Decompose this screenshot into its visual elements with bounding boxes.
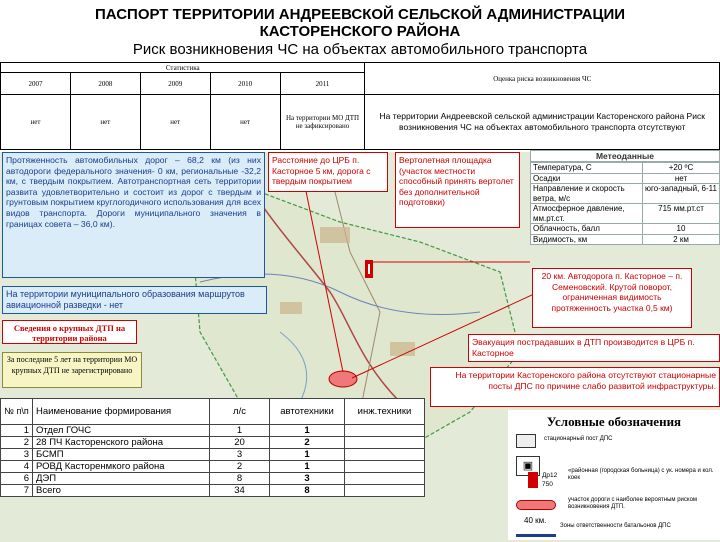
legend-item-label: Зоны ответственности батальонов ДПС	[560, 523, 671, 529]
row-personnel: 2	[210, 461, 270, 473]
meteo-value: 715 мм.рт.ст	[643, 204, 720, 224]
col-engineering: инж.техники	[345, 399, 425, 425]
meteo-table	[530, 162, 720, 245]
table-row	[1, 437, 425, 449]
page-subtitle: Риск возникновения ЧС на объектах автомобильного транспорта	[132, 41, 588, 58]
page-title-line1: ПАСПОРТ ТЕРРИТОРИИ АНДРЕЕВСКОЙ СЕЛЬСКОЙ АДМИНИСТРАЦИИ	[94, 6, 626, 23]
row-engineering	[345, 425, 425, 437]
year-2011: 2011	[280, 73, 365, 95]
meteo-value: нет	[643, 173, 720, 184]
meteo-label: Осадки	[531, 173, 643, 184]
dtp-info: За последние 5 лет на территории МО крупных ДТП не зарегистрировано	[2, 352, 142, 388]
meteo-label: Направление и скорость ветра, м/с	[531, 184, 643, 204]
helipad-info: Вертолетная площадка (участок местности способный принять вертолет без дополнительной подготовки)	[395, 152, 520, 228]
meteo-title: Метеоданные	[530, 150, 720, 162]
meteo-value: юго-западный, 6-11	[643, 184, 720, 204]
hospital-distance: Расстояние до ЦРБ п. Касторное 5 км, дорога с твердым покрытием	[268, 152, 388, 192]
value-2011: На территории МО ДТП не зафиксировано	[280, 95, 365, 150]
legend-panel	[508, 410, 720, 540]
meteo-label: Видимость, км	[531, 234, 643, 245]
row-vehicles: 1	[270, 449, 345, 461]
dangerous-section-info: 20 км. Автодорога п. Касторное – п. Семеновский. Крутой поворот, ограниченная видимость протяженность участка 0,5 км)	[532, 268, 692, 328]
value-2010: нет	[210, 95, 280, 150]
row-name: ДЭП	[33, 473, 210, 485]
row-number: 6	[1, 473, 33, 485]
dps-info: На территории Касторенского района отсутствуют стационарные посты ДПС по причине слабо развитой инфраструктуры.	[430, 367, 720, 407]
table-row	[1, 485, 425, 497]
table-row	[1, 449, 425, 461]
dps-zone-icon	[516, 534, 556, 537]
row-engineering	[345, 485, 425, 497]
value-2009: нет	[140, 95, 210, 150]
row-engineering	[345, 437, 425, 449]
risk-section-icon	[516, 500, 556, 510]
year-2008: 2008	[70, 73, 140, 95]
row-name: РОВД Касторенмкого района	[33, 461, 210, 473]
row-vehicles: 3	[270, 473, 345, 485]
year-2009: 2009	[140, 73, 210, 95]
evacuation-info: Эвакуация пострадавших в ДТП производится в ЦРБ п. Касторное	[468, 334, 720, 362]
value-2008: нет	[70, 95, 140, 150]
legend-item-code: 40 км.	[524, 516, 547, 525]
meteo-value: +20 ºС	[643, 163, 720, 174]
col-vehicles: автотехники	[270, 399, 345, 425]
value-2007: нет	[1, 95, 71, 150]
table-row	[1, 425, 425, 437]
legend-item-label: стационарный пост ДПС	[544, 436, 613, 442]
row-personnel: 1	[210, 425, 270, 437]
row-engineering	[345, 449, 425, 461]
dangerous-road-marker	[329, 371, 357, 387]
row-number: 2	[1, 437, 33, 449]
meteo-label: Атмосферное давление, мм.рт.ст.	[531, 204, 643, 224]
legend-title: Условные обозначения	[546, 414, 682, 429]
row-engineering	[345, 473, 425, 485]
col-name: Наименование формирования	[33, 399, 210, 425]
row-vehicles: 8	[270, 485, 345, 497]
meteo-value: 10	[643, 224, 720, 235]
row-name: 28 ПЧ Касторенского района	[33, 437, 210, 449]
row-personnel: 8	[210, 473, 270, 485]
page-title-line2: КАСТОРЕНСКОГО РАЙОНА	[259, 23, 461, 40]
row-personnel: 34	[210, 485, 270, 497]
meteo-value: 2 км	[643, 234, 720, 245]
dtp-header: Сведения о крупных ДТП на территории района	[2, 320, 137, 344]
units-table	[0, 398, 425, 497]
legend-item-num: 750	[542, 481, 553, 488]
risk-assessment: На территории Андреевской сельской администрации Касторенского района Риск возникновения ЧС на объектах автомобильного транспорта отсутствуют	[365, 95, 720, 150]
col-number: № п\п	[1, 399, 33, 425]
row-name: БСМП	[33, 449, 210, 461]
row-number: 3	[1, 449, 33, 461]
meteo-label: Температура, С	[531, 163, 643, 174]
roads-description: Протяженность автомобильных дорог – 68,2 км (из них автодороги федерального значения- 0 км, региональные -32,2 км, с твердым покрытием. Автотранспортная сеть территории развита удовлетворительно и состоит из дорог с твердым и грунтовым покрытием круглогодичного использования для всех видов транспорта. Дороги муниципального значения в границах совета – 36,0 км).	[2, 152, 265, 278]
row-vehicles: 2	[270, 437, 345, 449]
row-engineering	[345, 461, 425, 473]
row-personnel: 20	[210, 437, 270, 449]
legend-item-code: Др12	[542, 472, 558, 479]
meteo-panel	[530, 150, 720, 245]
legend-item-label: участок дороги с наиболее вероятным риском возникновения ДТП.	[568, 497, 698, 510]
row-vehicles: 1	[270, 461, 345, 473]
year-2010: 2010	[210, 73, 280, 95]
row-personnel: 3	[210, 449, 270, 461]
hospital-icon	[528, 472, 538, 488]
car-icon: ▣	[516, 456, 540, 476]
table-row	[1, 461, 425, 473]
risk-header: Оценка риска возникновения ЧС	[365, 63, 720, 95]
row-name: Отдел ГОЧС	[33, 425, 210, 437]
aviation-info: На территории муниципального образования маршрутов авиационной разведки - нет	[2, 286, 267, 314]
legend-item-label: «районная (городская больница) с ук. номера и кол. коек	[568, 468, 714, 481]
row-vehicles: 1	[270, 425, 345, 437]
statistics-label: Статистика	[1, 63, 365, 73]
row-number: 1	[1, 425, 33, 437]
table-row	[1, 473, 425, 485]
row-name: Всего	[33, 485, 210, 497]
col-personnel: л/с	[210, 399, 270, 425]
year-2007: 2007	[1, 73, 71, 95]
row-number: 7	[1, 485, 33, 497]
meteo-label: Облачность, балл	[531, 224, 643, 235]
statistics-table	[0, 62, 720, 150]
row-number: 4	[1, 461, 33, 473]
dps-post-icon	[516, 434, 536, 448]
